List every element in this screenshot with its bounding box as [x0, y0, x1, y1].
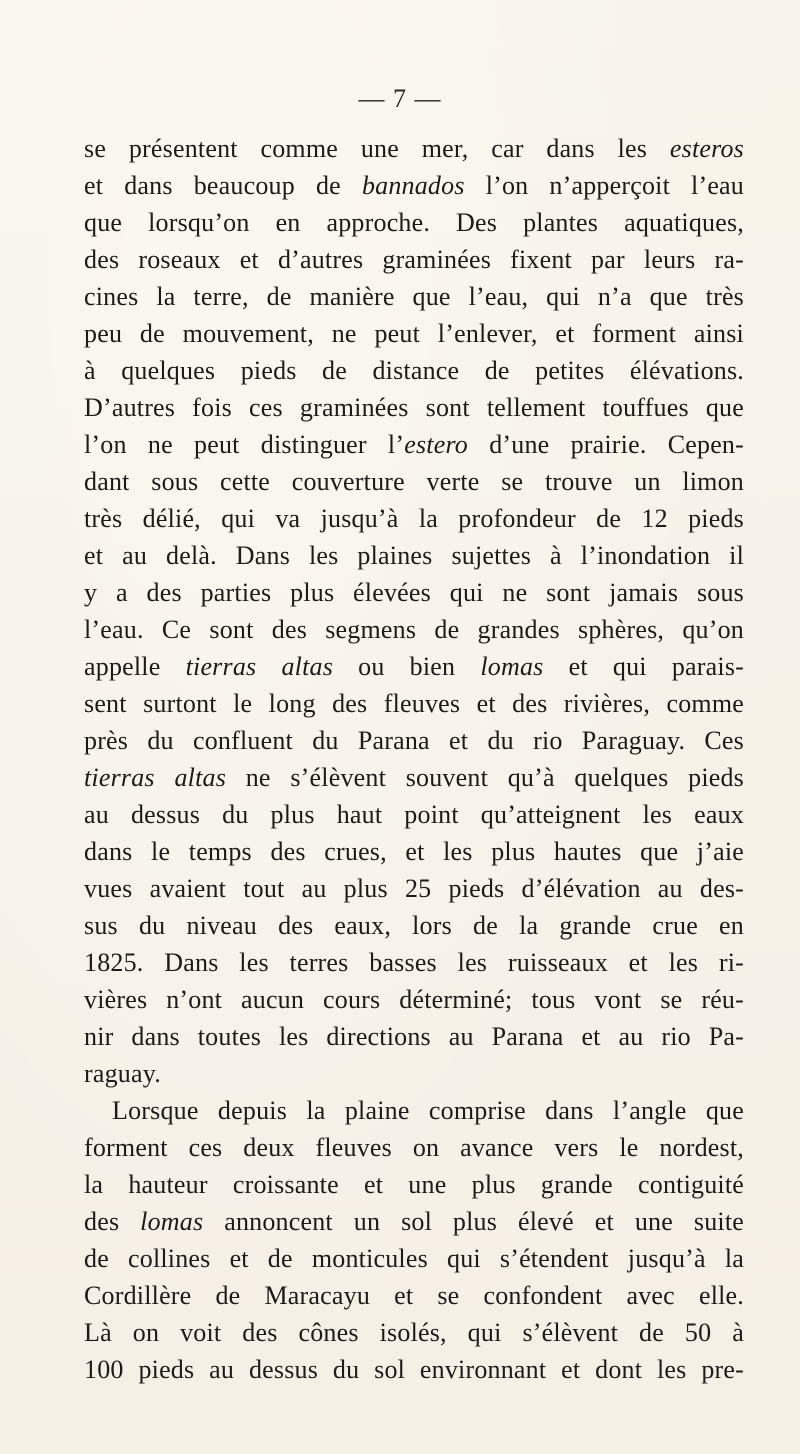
italic-term: bannados	[361, 171, 465, 200]
text-run: Lorsque depuis la plaine comprise dans l’angle que	[112, 1096, 744, 1125]
text-run: 100 pieds au dessus du sol environnant et dont les pre-	[84, 1355, 744, 1384]
body-text	[84, 130, 744, 1388]
text-run: vières n’ont aucun cours déterminé; tous vont se réu-	[84, 985, 744, 1014]
text-line	[84, 833, 744, 870]
text-line	[84, 1166, 744, 1203]
text-run: au dessus du plus haut point qu’atteignent les eaux	[84, 800, 744, 829]
text-line	[84, 537, 744, 574]
text-run: à quelques pieds de distance de petites élévations.	[84, 356, 744, 385]
text-line	[84, 907, 744, 944]
text-line	[84, 722, 744, 759]
text-run: l’on n’apperçoit l’eau	[464, 171, 744, 200]
text-line	[84, 1092, 744, 1129]
text-run: cines la terre, de manière que l’eau, qui n’a que très	[84, 282, 744, 311]
text-run: nir dans toutes les directions au Parana et au rio Pa-	[84, 1022, 744, 1051]
text-run: sent surtont le long des fleuves et des rivières, comme	[84, 689, 744, 718]
text-line	[84, 759, 744, 796]
page-number: — 7 —	[358, 84, 442, 113]
text-run: ne s’élèvent souvent qu’à quelques pieds	[226, 763, 744, 792]
italic-term: esteros	[669, 134, 744, 163]
text-line	[84, 1129, 744, 1166]
text-line	[84, 389, 744, 426]
text-line	[84, 426, 744, 463]
text-run: raguay.	[84, 1059, 161, 1088]
text-run: annoncent un sol plus élevé et une suite	[203, 1207, 744, 1236]
text-line	[84, 685, 744, 722]
text-run: appelle	[84, 652, 186, 681]
text-run: vues avaient tout au plus 25 pieds d’élévation au des-	[84, 874, 744, 903]
text-line	[84, 278, 744, 315]
text-run: Cordillère de Maracayu et se confondent avec elle.	[84, 1281, 744, 1310]
text-run: dans le temps des crues, et les plus hautes que j’aie	[84, 837, 744, 866]
text-line	[84, 315, 744, 352]
text-run: et au delà. Dans les plaines sujettes à l’inondation il	[84, 541, 744, 570]
text-run: et dans beaucoup de	[84, 171, 362, 200]
text-run: très délié, qui va jusqu’à la profondeur de 12 pieds	[84, 504, 744, 533]
text-line	[84, 167, 744, 204]
text-line	[84, 1055, 744, 1092]
italic-term: tierras altas	[185, 652, 334, 681]
text-line	[84, 870, 744, 907]
italic-term: tierras altas	[84, 763, 227, 792]
text-line	[84, 574, 744, 611]
text-run: l’eau. Ce sont des segmens de grandes sphères, qu’on	[84, 615, 744, 644]
text-line	[84, 352, 744, 389]
text-line	[84, 648, 744, 685]
italic-term: lomas	[140, 1207, 204, 1236]
text-line	[84, 944, 744, 981]
text-run: forment ces deux fleuves on avance vers le nordest,	[84, 1133, 744, 1162]
text-line	[84, 463, 744, 500]
text-run: près du confluent du Parana et du rio Paraguay. Ces	[84, 726, 744, 755]
text-run: des roseaux et d’autres graminées fixent par leurs ra-	[84, 245, 744, 274]
text-line	[84, 1018, 744, 1055]
text-run: sus du niveau des eaux, lors de la grande crue en	[84, 911, 744, 940]
text-run: de collines et de monticules qui s’étendent jusqu’à la	[84, 1244, 744, 1273]
text-line	[84, 796, 744, 833]
text-line	[84, 1351, 744, 1388]
text-run: l’on ne peut distinguer l’	[84, 430, 405, 459]
text-run: Là on voit des cônes isolés, qui s’élèvent de 50 à	[84, 1318, 744, 1347]
text-line	[84, 1203, 744, 1240]
text-line	[84, 1277, 744, 1314]
text-run: et qui parais-	[543, 652, 744, 681]
text-run: peu de mouvement, ne peut l’enlever, et forment ainsi	[84, 319, 744, 348]
text-run: 1825. Dans les terres basses les ruisseaux et les ri-	[84, 948, 744, 977]
text-line	[84, 1240, 744, 1277]
italic-term: estero	[404, 430, 468, 459]
text-line	[84, 500, 744, 537]
text-run: des	[84, 1207, 141, 1236]
text-run: ou bien	[333, 652, 481, 681]
text-line	[84, 241, 744, 278]
text-line	[84, 611, 744, 648]
text-line	[84, 981, 744, 1018]
text-line	[84, 130, 744, 167]
text-run: que lorsqu’on en approche. Des plantes aquatiques,	[84, 208, 744, 237]
text-line	[84, 204, 744, 241]
text-run: D’autres fois ces graminées sont tellement touffues que	[84, 393, 744, 422]
italic-term: lomas	[480, 652, 544, 681]
text-run: la hauteur croissante et une plus grande contiguité	[84, 1170, 744, 1199]
text-run: dant sous cette couverture verte se trouve un limon	[84, 467, 744, 496]
text-run: y a des parties plus élevées qui ne sont jamais sous	[84, 578, 744, 607]
text-run: d’une prairie. Cepen-	[468, 430, 744, 459]
text-line	[84, 1314, 744, 1351]
text-run: se présentent comme une mer, car dans les	[84, 134, 670, 163]
